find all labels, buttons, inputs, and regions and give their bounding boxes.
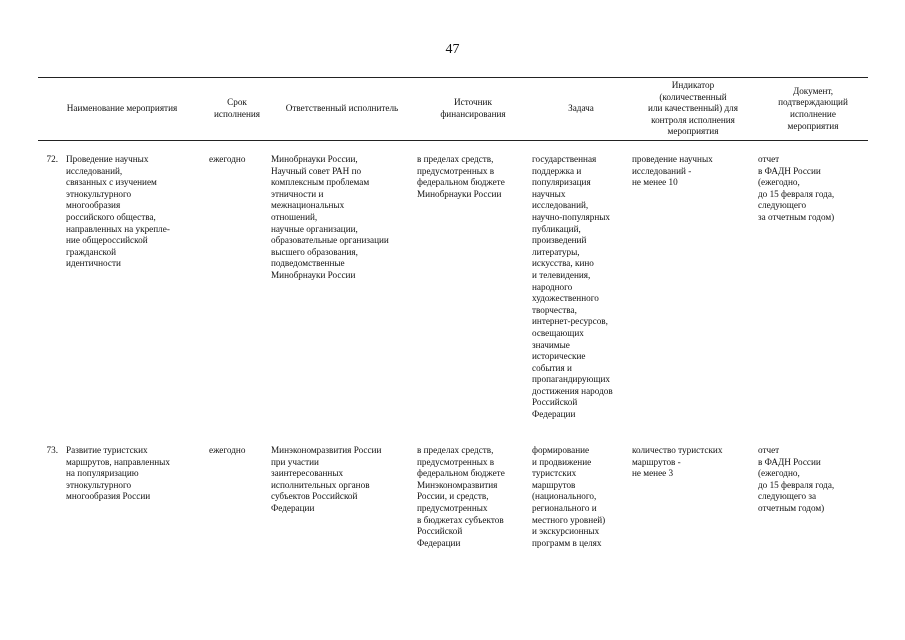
event-term: ежегодно [209,445,246,455]
header-indicator: Индикатор (количественный или качественный) для контроля исполнения мероприятия [648,80,738,137]
event-task: формирование и продвижение туристских маршрутов (национального, регионального и местного уровней) и экскурсионных программ в целях [532,445,606,548]
event-document: отчет в ФАДН России (ежегодно, до 15 февраля года, следующего за отчетным годом) [758,154,835,222]
header-executor: Ответственный исполнитель [285,103,399,114]
header-financing: Источник финансирования [440,97,506,119]
table-header [38,78,868,140]
event-executor: Минэкономразвития России при участии заинтересованных исполнительных органов субъектов Российской Федерации [271,445,382,513]
event-executor: Минобрнауки России, Научный совет РАН по комплексным проблемам этничности и межнациональных отношений, научные организации, образовательные организации высшего образования, подведомственные Минобрнауки России [271,154,389,280]
header-term: Срок исполнения [213,97,261,119]
event-task: государственная поддержка и популяризация научных исследований, научно-популярных публикаций, произведений литературы, искусства, кино и телевидения, народного художественного творчества, интернет-ресурсов, освещающих значимые исторические события и пропагандирующих достижения народов Российской Федерации [532,154,613,420]
header-task: Задача [568,103,594,114]
page-number: 47 [445,42,460,57]
header-document: Документ, подтверждающий исполнение мероприятия [778,85,848,131]
event-financing: в пределах средств, предусмотренных в федеральном бюджете Минобрнауки России [417,154,505,199]
event-indicator: количество туристских маршрутов - не менее 3 [632,445,723,479]
header-event-name: Наименование мероприятия [66,103,178,114]
row-number: 72. [46,154,58,164]
event-document: отчет в ФАДН России (ежегодно, до 15 февраля года, следующего за отчетным годом) [758,445,835,513]
event-indicator: проведение научных исследований - не менее 10 [632,154,713,188]
event-name: Развитие туристских маршрутов, направленных на популяризацию этнокультурного многообразия России [66,445,170,502]
row-number: 73. [46,445,58,455]
event-financing: в пределах средств, предусмотренных в федеральном бюджете Минэкономразвития России, и средств, предусмотренных в бюджетах субъектов Российской Федерации [417,445,505,548]
event-name: Проведение научных исследований, связанных с изучением этнокультурного многообразия российского общества, направленных на укрепле- ние общероссийской гражданской идентичности [66,154,170,269]
table-header-bottom-rule [38,140,868,141]
event-term: ежегодно [209,154,246,164]
